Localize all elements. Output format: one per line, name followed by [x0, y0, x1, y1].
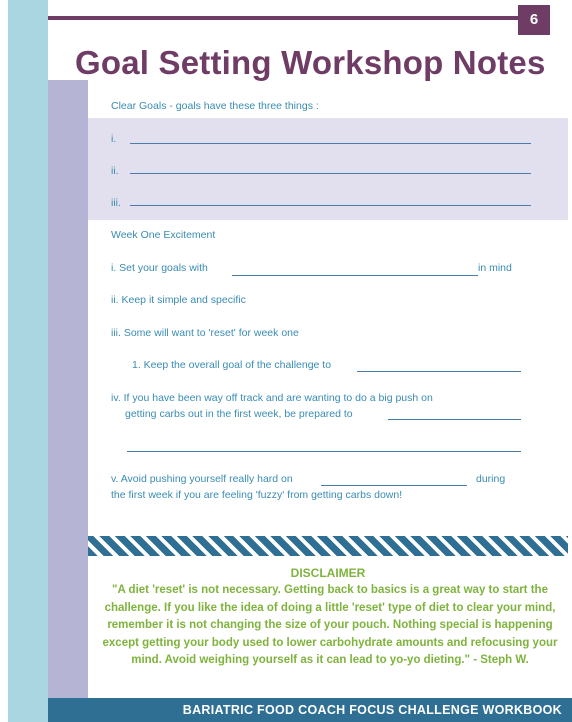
header-rule	[48, 16, 518, 20]
item3-sub-blank-line[interactable]	[357, 371, 521, 372]
item3-text: iii. Some will want to 'reset' for week one	[111, 327, 299, 339]
left-decorative-bar	[8, 0, 48, 722]
goal-item-label: ii.	[111, 165, 119, 177]
page-title: Goal Setting Workshop Notes	[75, 44, 546, 81]
item1-suffix: in mind	[478, 262, 512, 274]
page-number: 6	[518, 5, 550, 35]
goal-item-label: i.	[111, 133, 117, 145]
disclaimer-title: DISCLAIMER	[290, 566, 366, 580]
goal-1-line[interactable]	[130, 143, 531, 144]
item4-blank-line[interactable]	[388, 419, 521, 420]
item5-blank-line[interactable]	[321, 485, 467, 486]
item4-text-line2: getting carbs out in the first week, be prepared to	[125, 408, 353, 420]
goal-2-line[interactable]	[130, 173, 531, 174]
item2-text: ii. Keep it simple and specific	[111, 294, 246, 306]
clear-goals-heading: Clear Goals - goals have these three things :	[111, 100, 319, 112]
item5-suffix: during	[476, 473, 506, 485]
item1-blank-line[interactable]	[232, 275, 478, 276]
goal-3-line[interactable]	[130, 205, 531, 206]
decorative-stripe	[88, 536, 568, 556]
item5-text-line2: the first week if you are feeling 'fuzzy' from getting carbs down!	[111, 489, 403, 501]
footer-banner: BARIATRIC FOOD COACH FOCUS CHALLENGE WORKBOOK	[48, 698, 572, 722]
item1-text: i. Set your goals with	[111, 262, 208, 274]
disclaimer-body: "A diet 'reset' is not necessary. Getting back to basics is a great way to start the challenge. If you like the idea of doing a little 'reset' type of diet to clear your mind, remember it is not changing the size of your pouch. Nothing special is happening except getting your body used to lower carbohydrate amounts and refocusing your mind. Avoid weighing yourself as it can lead to yo-yo dieting." - Steph W.	[102, 584, 558, 667]
inner-decorative-bar	[48, 80, 88, 698]
item5-text: v. Avoid pushing yourself really hard on	[111, 473, 293, 485]
week-one-heading: Week One Excitement	[111, 229, 216, 241]
item4-extra-line[interactable]	[127, 451, 521, 452]
item4-text: iv. If you have been way off track and are wanting to do a big push on	[111, 392, 433, 404]
item3-sub-text: 1. Keep the overall goal of the challenge to	[132, 359, 332, 371]
goal-item-label: iii.	[111, 197, 121, 209]
